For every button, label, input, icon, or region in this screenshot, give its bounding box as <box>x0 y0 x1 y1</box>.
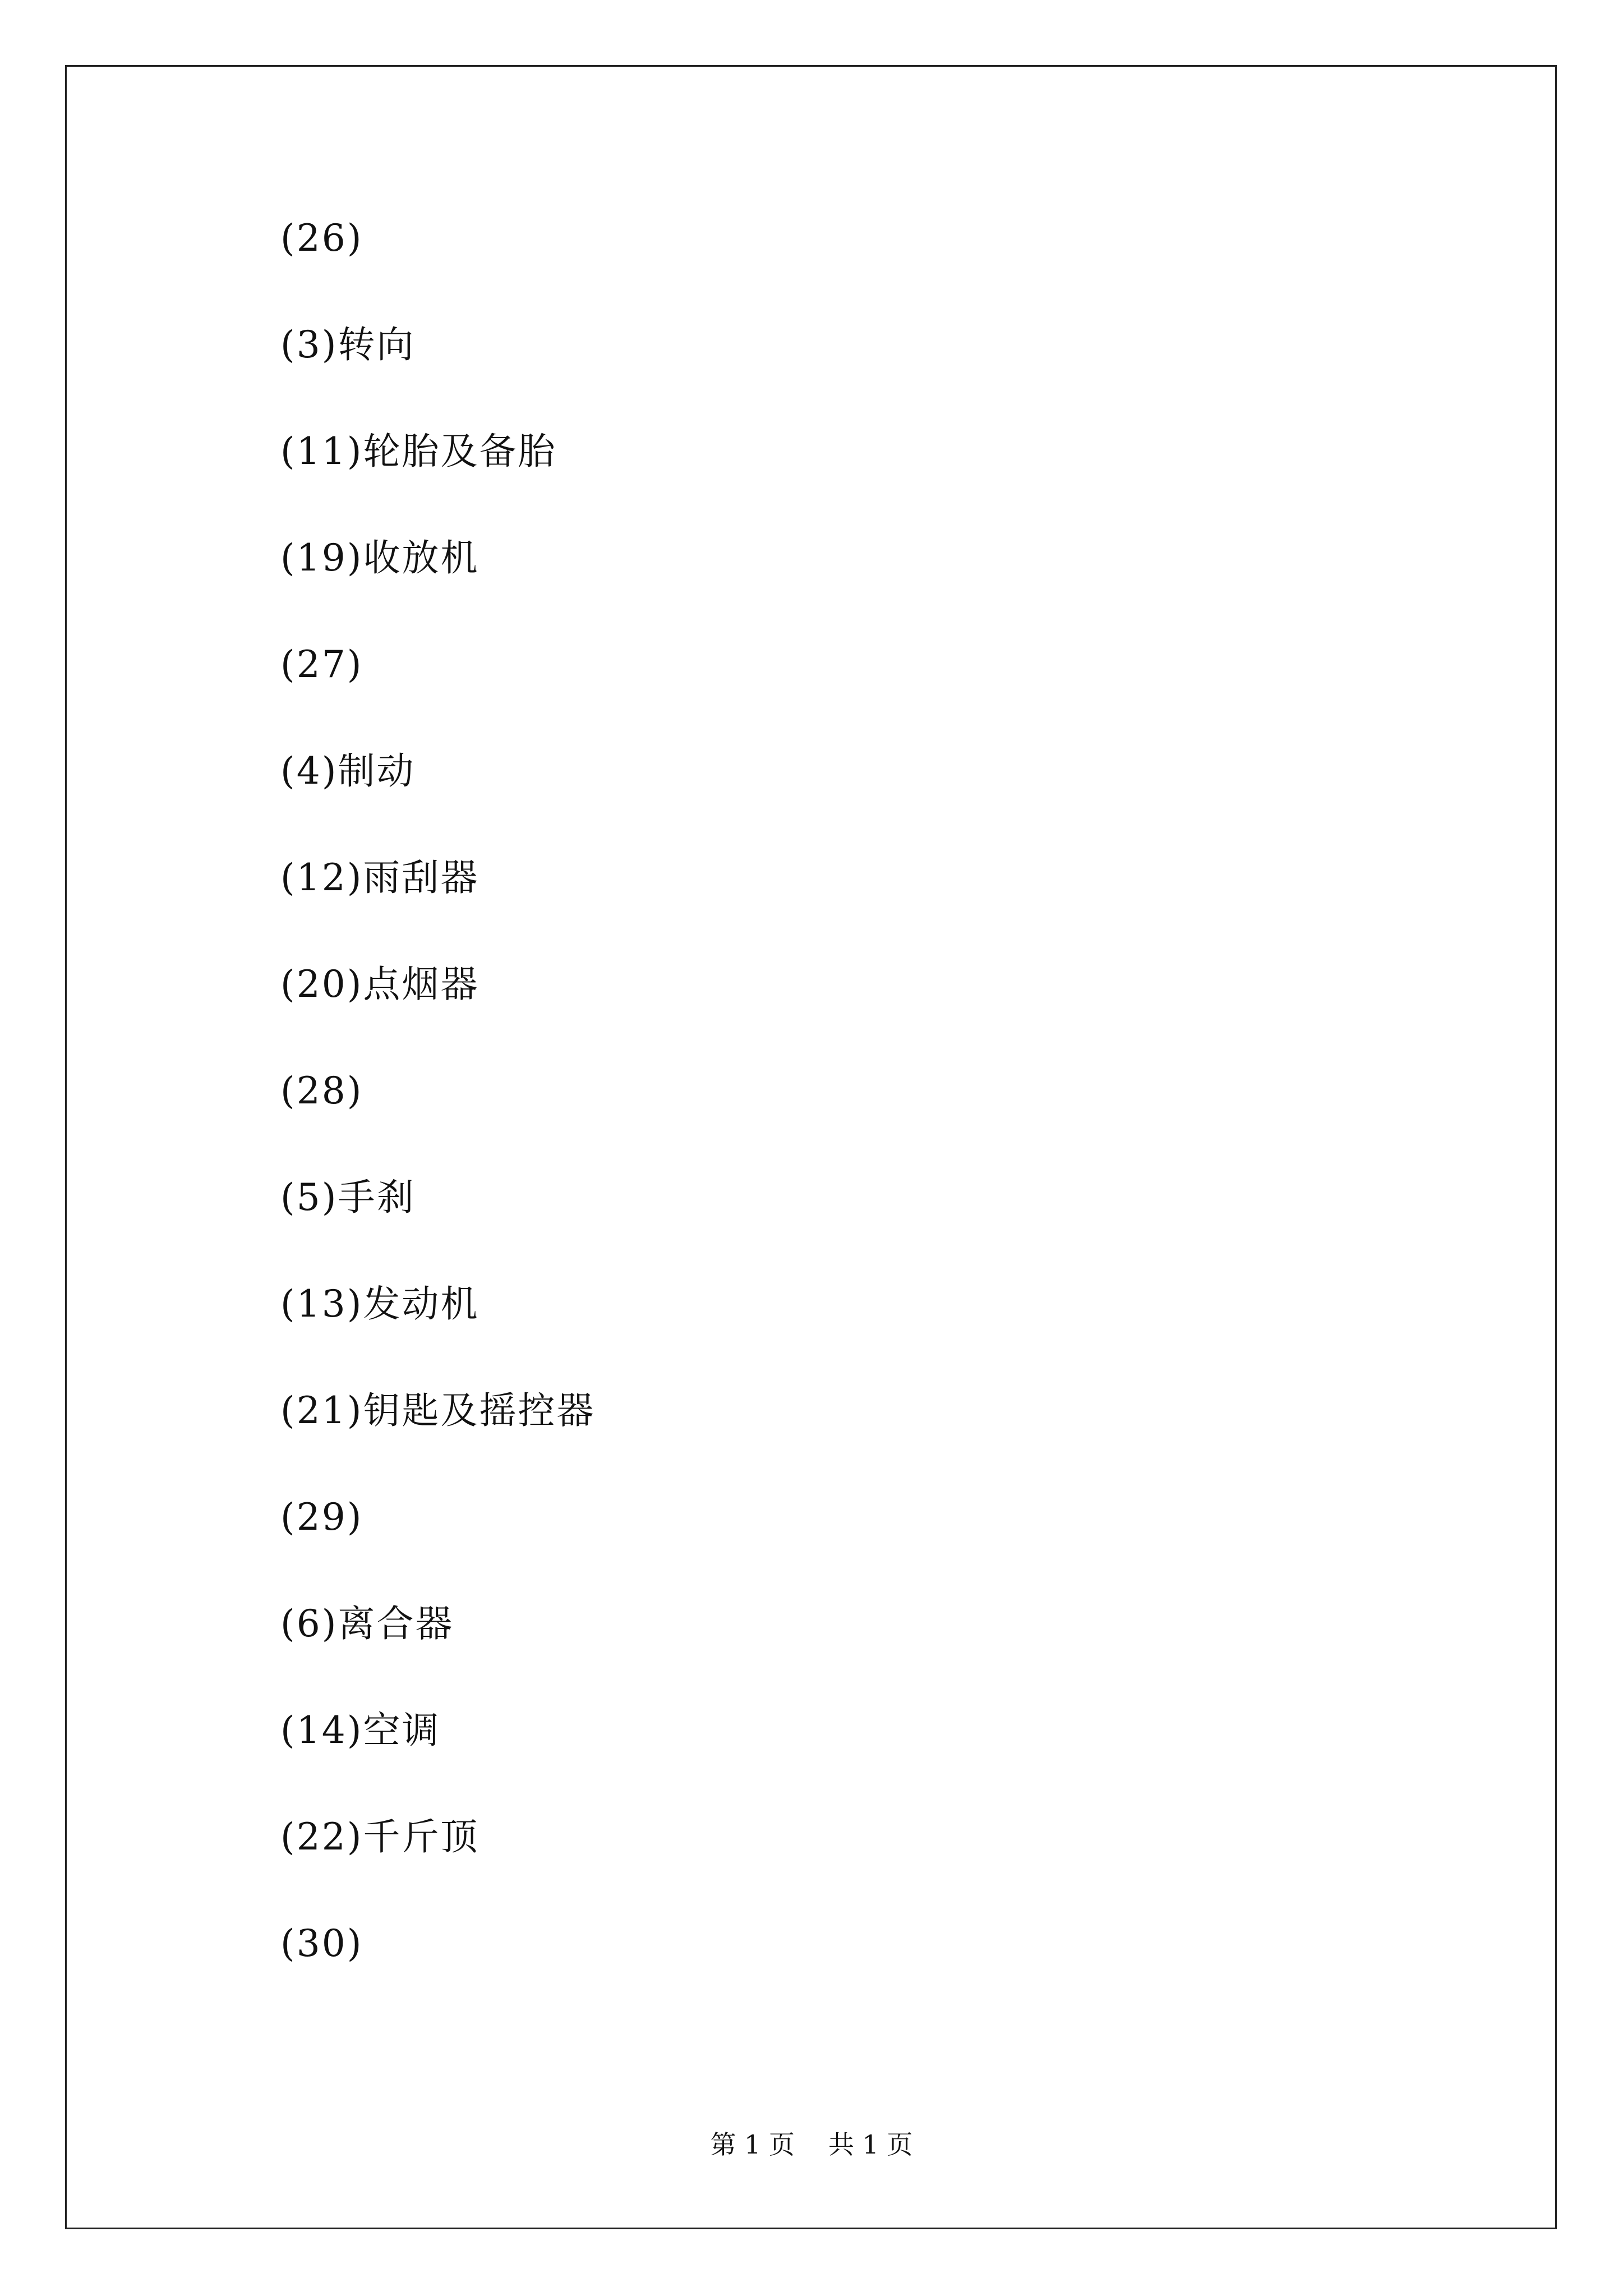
list-item: (20)点烟器 <box>280 963 479 1006</box>
page-footer <box>0 2129 1623 2160</box>
list-item: (11)轮胎及备胎 <box>280 430 557 473</box>
checklist <box>280 217 596 2032</box>
list-item: (4)制动 <box>280 749 416 793</box>
list-item: (5)手刹 <box>280 1176 416 1219</box>
list-item: (30) <box>280 1922 363 1965</box>
list-item: (19)收放机 <box>280 536 479 579</box>
list-item: (21)钥匙及摇控器 <box>280 1389 596 1432</box>
list-item: (12)雨刮器 <box>280 856 479 899</box>
page-count: 共 1 页 <box>828 2129 913 2160</box>
list-item: (14)空调 <box>280 1709 441 1752</box>
list-item: (28) <box>280 1069 363 1112</box>
list-item: (22)千斤顶 <box>280 1815 479 1858</box>
list-item: (26) <box>280 217 363 260</box>
list-item: (3)转向 <box>280 323 416 366</box>
list-item: (29) <box>280 1496 363 1539</box>
list-item: (27) <box>280 643 363 686</box>
list-item: (6)离合器 <box>280 1602 454 1645</box>
list-item: (13)发动机 <box>280 1282 479 1326</box>
page-number: 第 1 页 <box>710 2129 795 2160</box>
